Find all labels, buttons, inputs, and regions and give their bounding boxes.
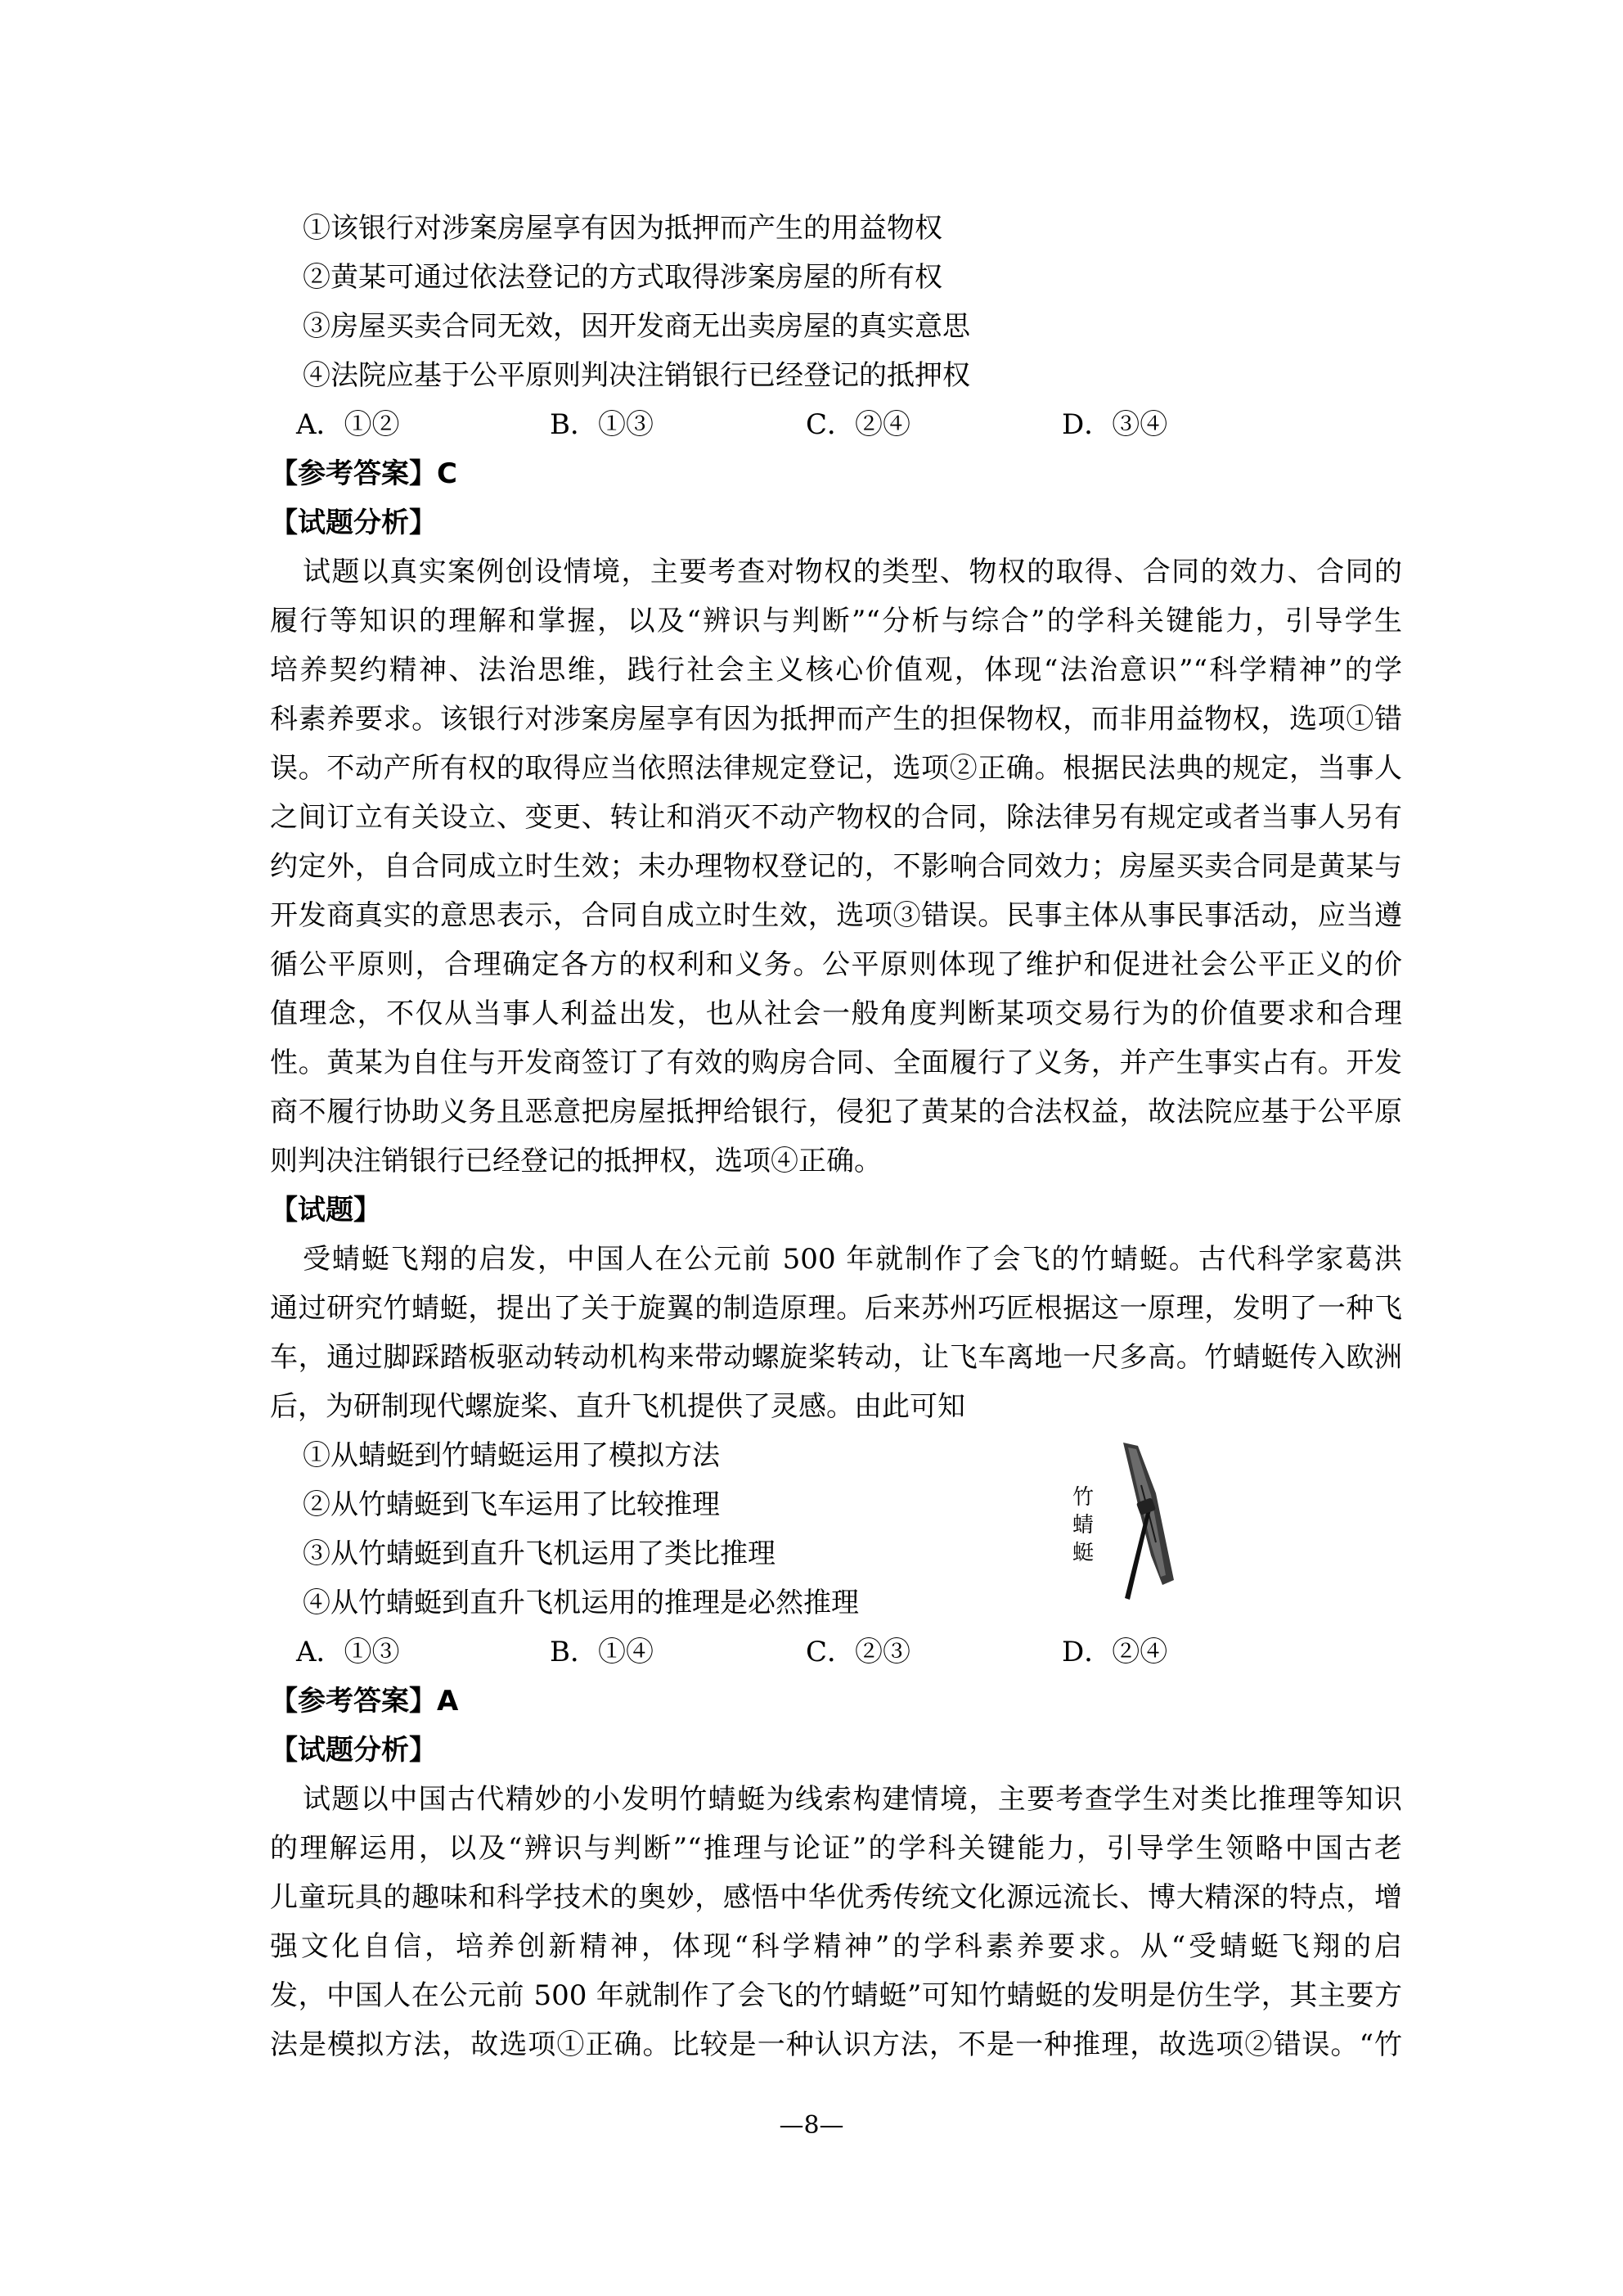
- q2-stem-line: 车，通过脚踩踏板驱动转动机构来带动螺旋桨转动，让飞车离地一尺多高。竹蜻蜓传入欧洲: [270, 1341, 1402, 1374]
- page-number: —8—: [779, 2111, 844, 2140]
- q1-analysis-line: 开发商真实的意思表示，合同自成立时生效，选项③错误。民事主体从事民事活动，应当遵: [270, 899, 1402, 932]
- q2-choice-b: B．①④: [550, 1636, 654, 1668]
- q1-analysis-line: 履行等知识的理解和掌握，以及“辨识与判断”“分析与综合”的学科关键能力，引导学生: [270, 605, 1402, 637]
- q1-statement-4: ④法院应基于公平原则判决注销银行已经登记的抵押权: [303, 359, 970, 392]
- q1-statement-3: ③房屋买卖合同无效，因开发商无出卖房屋的真实意思: [303, 310, 970, 343]
- q1-analysis-line: 科素养要求。该银行对涉案房屋享有因为抵押而产生的担保物权，而非用益物权，选项①错: [270, 703, 1402, 736]
- q1-choice-c: C．②④: [806, 408, 911, 441]
- q1-analysis-line: 性。黄某为自住与开发商签订了有效的购房合同、全面履行了义务，并产生事实占有。开发: [270, 1047, 1402, 1079]
- q1-statement-1: ①该银行对涉案房屋享有因为抵押而产生的用益物权: [303, 212, 942, 245]
- q1-analysis-line: 则判决注销银行已经登记的抵押权，选项④正确。: [270, 1145, 882, 1177]
- q2-analysis-line: 的理解运用，以及“辨识与判断”“推理与论证”的学科关键能力，引导学生领略中国古老: [270, 1832, 1402, 1865]
- q1-choice-a: A．①②: [296, 408, 400, 441]
- q2-title: 【试题】: [270, 1194, 381, 1227]
- q1-analysis-line: 试题以真实案例创设情境，主要考查对物权的类型、物权的取得、合同的效力、合同的: [303, 556, 1402, 588]
- q2-choice-c: C．②③: [806, 1636, 911, 1668]
- q1-analysis-line: 之间订立有关设立、变更、转让和消灭不动产物权的合同，除法律另有规定或者当事人另有: [270, 801, 1402, 834]
- q1-answer: 【参考答案】C: [270, 457, 457, 490]
- q2-analysis-line: 发，中国人在公元前 500 年就制作了会飞的竹蜻蜓”可知竹蜻蜓的发明是仿生学，其主要方: [270, 1979, 1402, 2012]
- figure-label: 竹蜻蜓: [1072, 1485, 1094, 1565]
- q2-stem-line: 通过研究竹蜻蜓，提出了关于旋翼的制造原理。后来苏州巧匠根据这一原理，发明了一种飞: [270, 1292, 1402, 1325]
- q1-analysis-label: 【试题分析】: [270, 506, 437, 539]
- q2-stem-line: 受蜻蜓飞翔的启发，中国人在公元前 500 年就制作了会飞的竹蜻蜓。古代科学家葛洪: [303, 1243, 1402, 1276]
- q1-choice-b: B．①③: [550, 408, 654, 441]
- q2-analysis-line: 法是模拟方法，故选项①正确。比较是一种认识方法，不是一种推理，故选项②错误。“竹: [270, 2028, 1402, 2061]
- q1-analysis-line: 循公平原则，合理确定各方的权利和义务。公平原则体现了维护和促进社会公平正义的价: [270, 948, 1402, 981]
- q1-statement-2: ②黄某可通过依法登记的方式取得涉案房屋的所有权: [303, 261, 942, 294]
- q2-analysis-label: 【试题分析】: [270, 1734, 437, 1767]
- q2-choice-a: A．①③: [296, 1636, 400, 1668]
- bamboo-dragonfly-icon: [1059, 1436, 1223, 1600]
- q2-statement-3: ③从竹蜻蜓到直升飞机运用了类比推理: [303, 1537, 776, 1570]
- bamboo-dragonfly-figure: [1059, 1436, 1223, 1600]
- q2-analysis-line: 儿童玩具的趣味和科学技术的奥妙，感悟中华优秀传统文化源远流长、博大精深的特点，增: [270, 1881, 1402, 1914]
- q2-stem-line: 后，为研制现代螺旋桨、直升飞机提供了灵感。由此可知: [270, 1390, 965, 1423]
- q1-analysis-line: 约定外，自合同成立时生效；未办理物权登记的，不影响合同效力；房屋买卖合同是黄某与: [270, 850, 1402, 883]
- q2-analysis-line: 试题以中国古代精妙的小发明竹蜻蜓为线索构建情境，主要考查学生对类比推理等知识: [303, 1783, 1402, 1816]
- q1-choice-d: D．③④: [1062, 408, 1168, 441]
- q1-analysis-line: 商不履行协助义务且恶意把房屋抵押给银行，侵犯了黄某的合法权益，故法院应基于公平原: [270, 1096, 1402, 1128]
- q2-statement-2: ②从竹蜻蜓到飞车运用了比较推理: [303, 1488, 720, 1521]
- q2-statement-4: ④从竹蜻蜓到直升飞机运用的推理是必然推理: [303, 1587, 859, 1619]
- q2-choice-d: D．②④: [1062, 1636, 1168, 1668]
- q2-answer: 【参考答案】A: [270, 1685, 459, 1717]
- q2-statement-1: ①从蜻蜓到竹蜻蜓运用了模拟方法: [303, 1439, 720, 1472]
- q1-analysis-line: 误。不动产所有权的取得应当依照法律规定登记，选项②正确。根据民法典的规定，当事人: [270, 752, 1402, 785]
- q2-analysis-line: 强文化自信，培养创新精神，体现“科学精神”的学科素养要求。从“受蜻蜓飞翔的启: [270, 1930, 1402, 1963]
- q1-analysis-line: 值理念，不仅从当事人利益出发，也从社会一般角度判断某项交易行为的价值要求和合理: [270, 997, 1402, 1030]
- q1-analysis-line: 培养契约精神、法治思维，践行社会主义核心价值观，体现“法治意识”“科学精神”的学: [270, 654, 1402, 687]
